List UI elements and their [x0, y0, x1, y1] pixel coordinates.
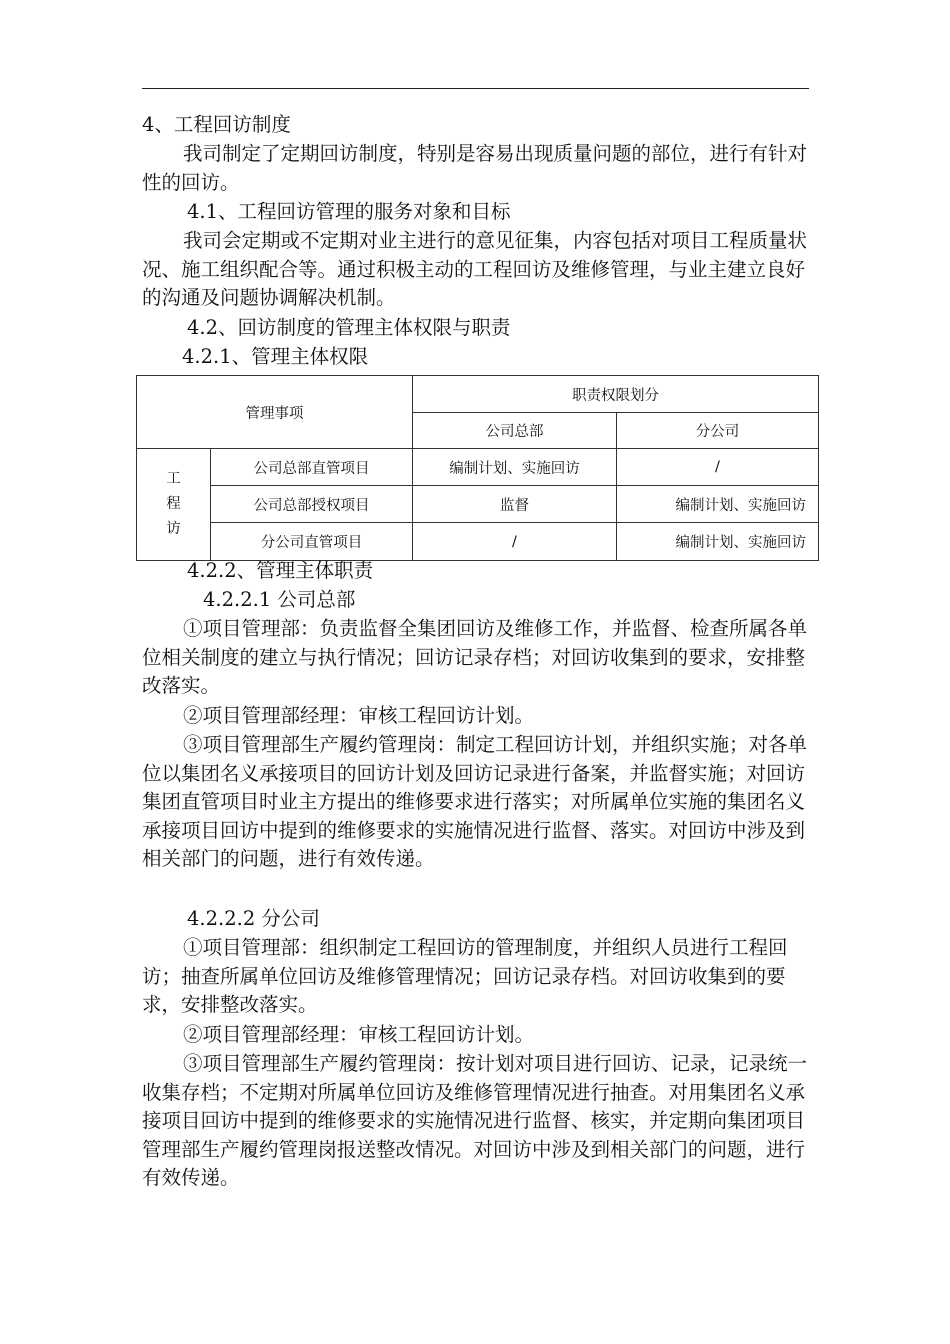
- header-responsibility-split: 职责权限划分: [413, 376, 819, 413]
- hq-duty-3: ③项目管理部生产履约管理岗：制定工程回访计划，并组织实施；对各单位以集团名义承接项目的回访计划及回访记录进行备案，并监督实施；对回访集团直管项目时业主方提出的维修要求进行落实；对所属单位实施的集团名义承接项目回访中提到的维修要求的实施情况进行监督、落实。对回访中涉及到相关部门的问题，进行有效传递。: [142, 733, 808, 870]
- intro-paragraph: 我司制定了定期回访制度，特别是容易出现质量问题的部位，进行有针对性的回访。: [142, 142, 808, 194]
- section-heading-4-2-2-1: 4.2.2.1 公司总部: [203, 588, 356, 611]
- row-hq: 编制计划、实施回访: [413, 449, 617, 486]
- group-label-char: 访: [166, 521, 181, 537]
- branch-duty-3: ③项目管理部生产履约管理岗：按计划对项目进行回访、记录，记录统一收集存档；不定期对所属单位回访及维修管理情况进行抽查。对用集团名义承接项目回访中提到的维修要求的实施情况进行监督、核实，并定期向集团项目管理部生产履约管理岗报送整改情况。对回访中涉及到相关部门的问题，进行有效传递。: [142, 1052, 808, 1189]
- section-heading-4-2: 4.2、回访制度的管理主体权限与职责: [187, 316, 511, 339]
- section-heading-4-2-2: 4.2.2、管理主体职责: [187, 559, 374, 582]
- group-label-char: 程: [166, 496, 181, 512]
- branch-duty-2: ②项目管理部经理：审核工程回访计划。: [183, 1023, 535, 1046]
- row-hq: /: [413, 523, 617, 561]
- header-management-item: 管理事项: [137, 376, 413, 449]
- header-branch: 分公司: [617, 413, 819, 449]
- row-item: 公司总部直管项目: [211, 449, 413, 486]
- row-hq: 监督: [413, 486, 617, 523]
- section-heading-4-1: 4.1、工程回访管理的服务对象和目标: [187, 200, 511, 223]
- row-branch: 编制计划、实施回访: [617, 486, 819, 523]
- row-branch: /: [617, 449, 819, 486]
- group-label-char: 工: [166, 471, 181, 487]
- paragraph-4-1: 我司会定期或不定期对业主进行的意见征集，内容包括对项目工程质量状况、施工组织配合等。通过积极主动的工程回访及维修管理，与业主建立良好的沟通及问题协调解决机制。: [142, 229, 808, 309]
- section-heading-4: 4、工程回访制度: [142, 113, 291, 136]
- row-item: 分公司直管项目: [211, 523, 413, 561]
- hq-duty-2: ②项目管理部经理：审核工程回访计划。: [183, 704, 535, 727]
- authority-table: [136, 375, 819, 561]
- header-company-hq: 公司总部: [413, 413, 617, 449]
- row-branch: 编制计划、实施回访: [617, 523, 819, 561]
- branch-duty-1: ①项目管理部：组织制定工程回访的管理制度，并组织人员进行工程回访；抽查所属单位回访及维修管理情况；回访记录存档。对回访收集到的要求，安排整改落实。: [142, 936, 788, 1016]
- section-heading-4-2-1: 4.2.1、管理主体权限: [182, 345, 369, 368]
- hq-duty-1: ①项目管理部：负责监督全集团回访及维修工作，并监督、检查所属各单位相关制度的建立与执行情况；回访记录存档；对回访收集到的要求，安排整改落实。: [142, 617, 808, 697]
- section-heading-4-2-2-2: 4.2.2.2 分公司: [187, 907, 320, 930]
- header-rule: [142, 88, 809, 89]
- group-label-cell: [137, 449, 211, 561]
- row-item: 公司总部授权项目: [211, 486, 413, 523]
